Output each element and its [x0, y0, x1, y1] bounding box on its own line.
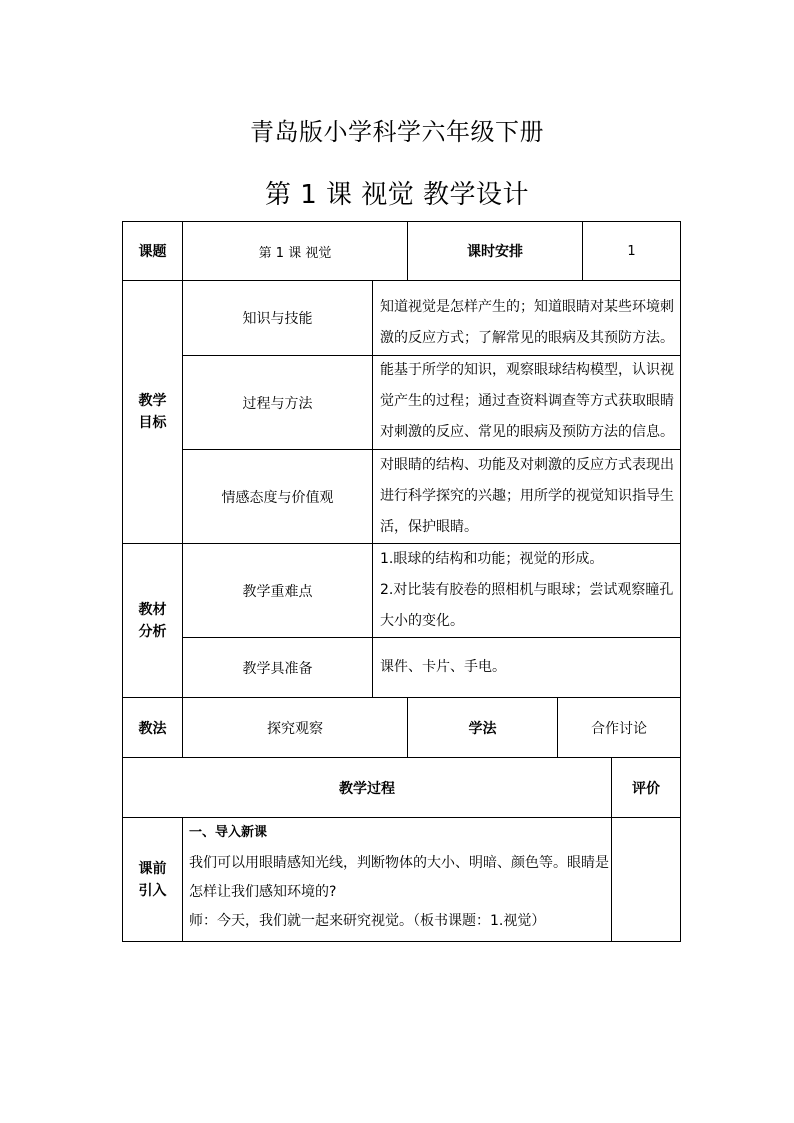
- key-points-line: 2.对比装有胶卷的照相机与眼球；尝试观察瞳孔: [380, 582, 674, 598]
- goal-name-knowledge: 知识与技能: [242, 311, 313, 327]
- goals-label-line-1: 教学: [138, 393, 167, 409]
- intro-body: [189, 849, 609, 936]
- intro-line: 师：今天，我们就一起来研究视觉。（板书课题：1.视觉）: [189, 913, 546, 929]
- evaluation-header: 评价: [632, 780, 660, 797]
- key-points-label: 教学重难点: [242, 583, 313, 600]
- goal-name-process: 过程与方法: [242, 395, 313, 412]
- key-points-text: [380, 544, 673, 637]
- goal-text-line: 觉产生的过程；通过查资料调查等方式获取眼睛: [380, 393, 674, 409]
- goals-label: [123, 281, 182, 543]
- intro-line: 怎样让我们感知环境的?: [189, 884, 337, 900]
- topic-label: 课题: [138, 244, 167, 260]
- goals-label-line-2: 目标: [138, 415, 167, 431]
- materials-label: [123, 544, 182, 697]
- materials-label-line-2: 分析: [138, 623, 167, 640]
- intro-heading: 一、导入新课: [189, 825, 268, 840]
- topic-value: 第 1 课 视觉: [258, 245, 332, 261]
- key-points-line: 1.眼球的结构和功能；视觉的形成。: [380, 551, 604, 567]
- tools-value: 课件、卡片、手电。: [380, 659, 506, 675]
- learning-method-label: 学法: [468, 720, 497, 737]
- goal-text-line: 活，保护眼睛。: [380, 519, 478, 535]
- intro-line: 我们可以用眼睛感知光线，判断物体的大小、明暗、颜色等。眼睛是: [189, 855, 609, 871]
- goal-text-knowledge: [380, 292, 674, 354]
- intro-label-line-2: 引入: [138, 882, 167, 899]
- lesson-title: 第 1 课 视觉 教学设计: [264, 180, 530, 210]
- goal-text-attitude: [380, 450, 674, 543]
- intro-label-line-1: 课前: [138, 860, 167, 877]
- teaching-method-label: 教法: [138, 720, 167, 737]
- key-points-line: 大小的变化。: [380, 613, 464, 629]
- teaching-method-value: 探究观察: [267, 720, 323, 737]
- goal-text-line: 能基于所学的知识，观察眼球结构模型，认识视: [380, 362, 674, 378]
- schedule-value: 1: [627, 243, 636, 259]
- goal-text-line: 知道视觉是怎样产生的；知道眼睛对某些环境刺: [380, 299, 674, 315]
- materials-label-line-1: 教材: [138, 601, 167, 618]
- tools-label: 教学具准备: [242, 660, 313, 677]
- schedule-label: 课时安排: [467, 244, 523, 260]
- goal-name-attitude: 情感态度与价值观: [221, 489, 334, 506]
- goal-text-line: 激的反应方式；了解常见的眼病及其预防方法。: [380, 330, 674, 346]
- intro-evaluation-cell: [612, 818, 680, 941]
- goal-text-line: 对眼睛的结构、功能及对刺激的反应方式表现出: [380, 457, 674, 473]
- learning-method-value: 合作讨论: [591, 720, 647, 737]
- intro-label: [123, 818, 182, 941]
- goal-text-line: 进行科学探究的兴趣；用所学的视觉知识指导生: [380, 488, 674, 504]
- goal-text-line: 对刺激的反应、常见的眼病及预防方法的信息。: [380, 424, 674, 440]
- process-header: 教学过程: [339, 780, 395, 797]
- document-title: 青岛版小学科学六年级下册: [250, 118, 544, 146]
- goal-text-process: [380, 355, 674, 448]
